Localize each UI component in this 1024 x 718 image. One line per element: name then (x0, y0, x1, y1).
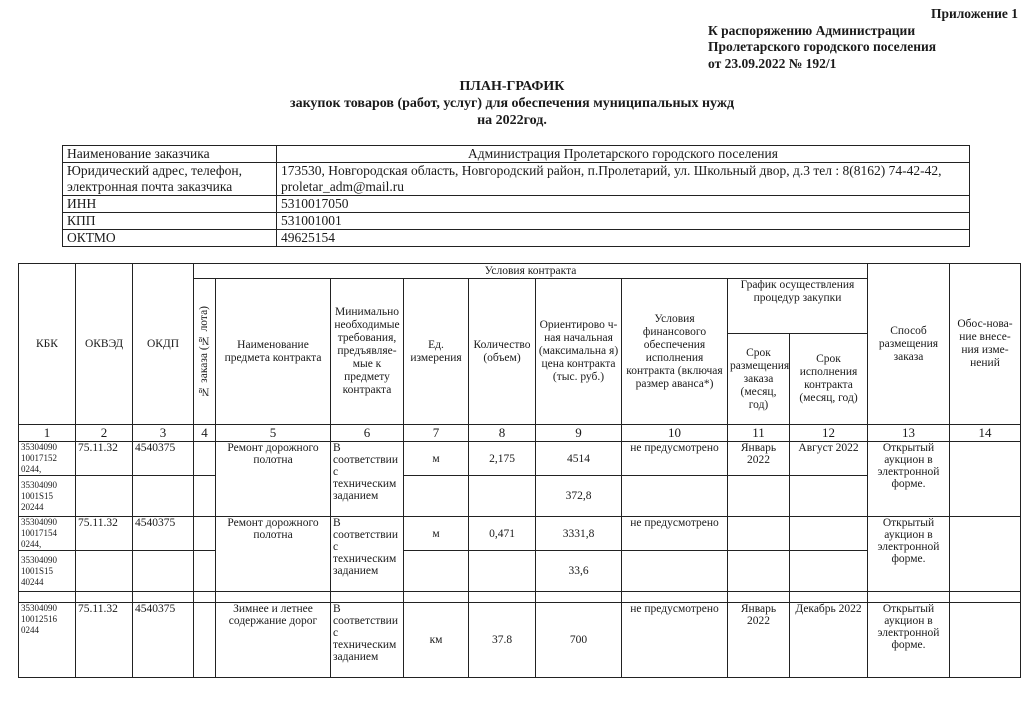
post-term-cell (728, 517, 790, 551)
security-cell: не предусмотрено (622, 517, 728, 551)
qty-cell: 37.8 (469, 603, 536, 678)
col-num: 2 (76, 425, 133, 442)
table-row (19, 442, 1021, 476)
table-row (19, 517, 1021, 551)
col-num: 8 (469, 425, 536, 442)
col-num: 12 (790, 425, 868, 442)
customer-name-value: Администрация Пролетарского городского поселения (277, 146, 970, 163)
security-cell: не предусмотрено (622, 603, 728, 678)
appendix-block (708, 6, 1018, 72)
customer-inn-value: 5310017050 (277, 196, 970, 213)
exec-term-cell (790, 551, 868, 592)
post-term-cell: Январь 2022 (728, 603, 790, 678)
header-lot-text: № заказа (№ лота) (198, 305, 210, 398)
col-num: 4 (194, 425, 216, 442)
okdp-cell (133, 551, 194, 592)
header-security: Условия финансового обеспечения исполнения контракта (включая размер аванса*) (622, 279, 728, 425)
okved-cell: 75.11.32 (76, 442, 133, 476)
table-row (19, 603, 1021, 678)
method-cell: Открытый аукцион в электронной форме. (868, 603, 950, 678)
qty-cell: 2,175 (469, 442, 536, 476)
spacer-row (19, 592, 1021, 603)
price-cell: 33,6 (536, 551, 622, 592)
lot-cell (194, 476, 216, 517)
col-num: 6 (331, 425, 404, 442)
method-cell: Открытый аукцион в электронной форме. (868, 442, 950, 517)
price-cell: 3331,8 (536, 517, 622, 551)
kbk-cell: 35304090 1001S15 20244 (19, 476, 76, 517)
header-kbk: КБК (19, 264, 76, 425)
security-cell: не предусмотрено (622, 442, 728, 476)
customer-oktmo-label: ОКТМО (63, 230, 277, 247)
customer-address-label: Юридический адрес, телефон, электронная почта заказчика (63, 163, 277, 196)
customer-name-label: Наименование заказчика (63, 146, 277, 163)
okdp-cell: 4540375 (133, 442, 194, 476)
lot-cell (194, 603, 216, 678)
grounds-cell (950, 603, 1021, 678)
okdp-cell: 4540375 (133, 603, 194, 678)
okved-cell: 75.11.32 (76, 517, 133, 551)
security-cell (622, 551, 728, 592)
col-num: 10 (622, 425, 728, 442)
price-cell: 700 (536, 603, 622, 678)
header-unit: Ед. измерения (404, 279, 469, 425)
okved-cell (76, 551, 133, 592)
post-term-cell (728, 476, 790, 517)
okdp-cell: 4540375 (133, 517, 194, 551)
header-schedule: График осуществления процедур закупки (728, 279, 868, 334)
subject-cell: Ремонт дорожного полотна (216, 517, 331, 592)
requirements-cell: В соответствии с техническим заданием (331, 442, 404, 517)
okdp-cell (133, 476, 194, 517)
column-numbers-row (19, 425, 1021, 442)
lot-cell (194, 551, 216, 592)
header-lot (194, 279, 216, 425)
header-okdp: ОКДП (133, 264, 194, 425)
subject-cell: Зимнее и летнее содержание дорог (216, 603, 331, 678)
header-qty: Количество (объем) (469, 279, 536, 425)
document-year: на 2022год. (477, 113, 547, 128)
security-cell (622, 476, 728, 517)
header-min-req: Минимально необходимые требования, предъявляе-мые к предмету контракта (331, 279, 404, 425)
appendix-line-4: от 23.09.2022 № 192/1 (708, 55, 837, 71)
unit-cell: м (404, 442, 469, 476)
header-okved: ОКВЭД (76, 264, 133, 425)
document-title: ПЛАН-ГРАФИК (459, 79, 565, 94)
price-cell: 372,8 (536, 476, 622, 517)
qty-cell: 0,471 (469, 517, 536, 551)
qty-cell (469, 476, 536, 517)
lot-cell (194, 517, 216, 551)
exec-term-cell: Декабрь 2022 (790, 603, 868, 678)
header-exec-term: Срок исполнения контракта (месяц, год) (790, 334, 868, 425)
grounds-cell (950, 442, 1021, 517)
exec-term-cell: Август 2022 (790, 442, 868, 476)
unit-cell: м (404, 517, 469, 551)
method-cell: Открытый аукцион в электронной форме. (868, 517, 950, 592)
unit-cell: км (404, 603, 469, 678)
header-conditions: Условия контракта (194, 264, 868, 279)
unit-cell (404, 476, 469, 517)
header-grounds: Обос-нова-ние внесе-ния изме-нений (950, 264, 1021, 425)
exec-term-cell (790, 517, 868, 551)
price-cell: 4514 (536, 442, 622, 476)
lot-cell (194, 442, 216, 476)
kbk-cell: 35304090 10017154 0244, (19, 517, 76, 551)
exec-term-cell (790, 476, 868, 517)
subject-cell: Ремонт дорожного полотна (216, 442, 331, 517)
header-method: Способ размещения заказа (868, 264, 950, 425)
post-term-cell: Январь 2022 (728, 442, 790, 476)
requirements-cell: В соответствии с техническим заданием (331, 517, 404, 592)
unit-cell (404, 551, 469, 592)
appendix-line-2: К распоряжению Администрации (708, 22, 916, 38)
procurement-plan-table (18, 263, 1021, 678)
header-price: Ориентирово ч-ная начальная (максимальна я) цена контракта (тыс. руб.) (536, 279, 622, 425)
col-num: 3 (133, 425, 194, 442)
customer-kpp-label: КПП (63, 213, 277, 230)
post-term-cell (728, 551, 790, 592)
col-num: 9 (536, 425, 622, 442)
col-num: 5 (216, 425, 331, 442)
header-post-term: Срок размещения заказа (месяц, год) (728, 334, 790, 425)
okved-cell: 75.11.32 (76, 603, 133, 678)
col-num: 13 (868, 425, 950, 442)
customer-info-table (62, 145, 970, 247)
col-num: 1 (19, 425, 76, 442)
requirements-cell: В соответствии с техническим заданием (331, 603, 404, 678)
kbk-cell: 35304090 10012516 0244 (19, 603, 76, 678)
customer-oktmo-value: 49625154 (277, 230, 970, 247)
document-subtitle: закупок товаров (работ, услуг) для обеспечения муниципальных нужд (289, 96, 735, 111)
customer-kpp-value: 531001001 (277, 213, 970, 230)
col-num: 7 (404, 425, 469, 442)
appendix-line-1: Приложение 1 (930, 6, 1018, 21)
appendix-line-3: Пролетарского городского поселения (708, 39, 937, 54)
col-num: 14 (950, 425, 1021, 442)
customer-inn-label: ИНН (63, 196, 277, 213)
qty-cell (469, 551, 536, 592)
kbk-cell: 35304090 10017152 0244, (19, 442, 76, 476)
okved-cell (76, 476, 133, 517)
col-num: 11 (728, 425, 790, 442)
grounds-cell (950, 517, 1021, 592)
header-subject: Наименование предмета контракта (216, 279, 331, 425)
kbk-cell: 35304090 1001S15 40244 (19, 551, 76, 592)
customer-address-value: 173530, Новгородская область, Новгородский район, п.Пролетарий, ул. Школьный двор, д.3 тел : 8(8162) 74-42-42, proletar_adm@mail.ru (277, 163, 970, 196)
